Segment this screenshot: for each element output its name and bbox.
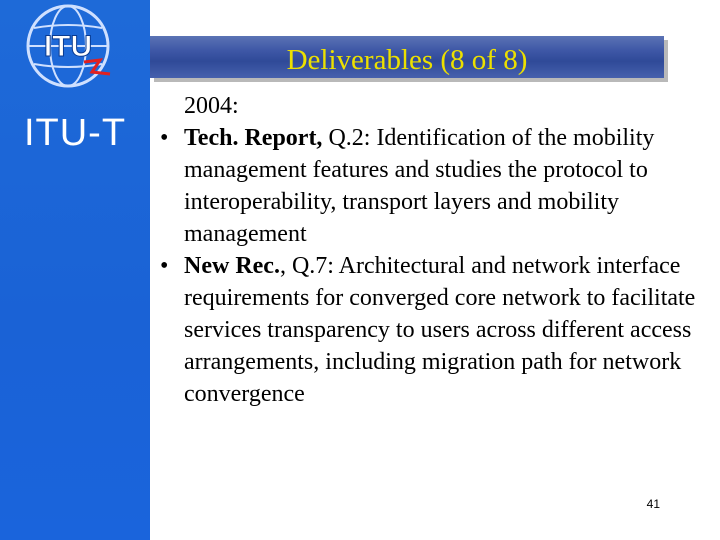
slide-title: Deliverables (8 of 8)	[286, 44, 528, 76]
bullet-bold: New Rec.	[184, 253, 280, 279]
bullet-item	[160, 250, 700, 410]
bullet-item	[160, 122, 700, 250]
sidebar	[0, 0, 150, 540]
sector-label: ITU-T	[23, 112, 127, 154]
year-heading: 2004:	[184, 93, 239, 119]
page-number: 41	[646, 497, 660, 511]
bullet-icon: •	[160, 253, 169, 279]
bullet-text: , Q.7: Architectural and network interface requirements for converged core network to facilitate services transparency to users across different access arrangements, including migration path for network convergence	[184, 253, 696, 407]
bullet-icon: •	[160, 125, 169, 151]
slide-body	[160, 90, 700, 410]
bullet-text: Q.2: Identification of the mobility management features and studies the protocol to interoperability, transport layers and mobility management	[184, 125, 655, 247]
bullet-bold: Tech. Report,	[184, 125, 323, 151]
logo-text: ITU	[43, 30, 93, 63]
itu-globe-logo-icon	[14, 2, 122, 90]
